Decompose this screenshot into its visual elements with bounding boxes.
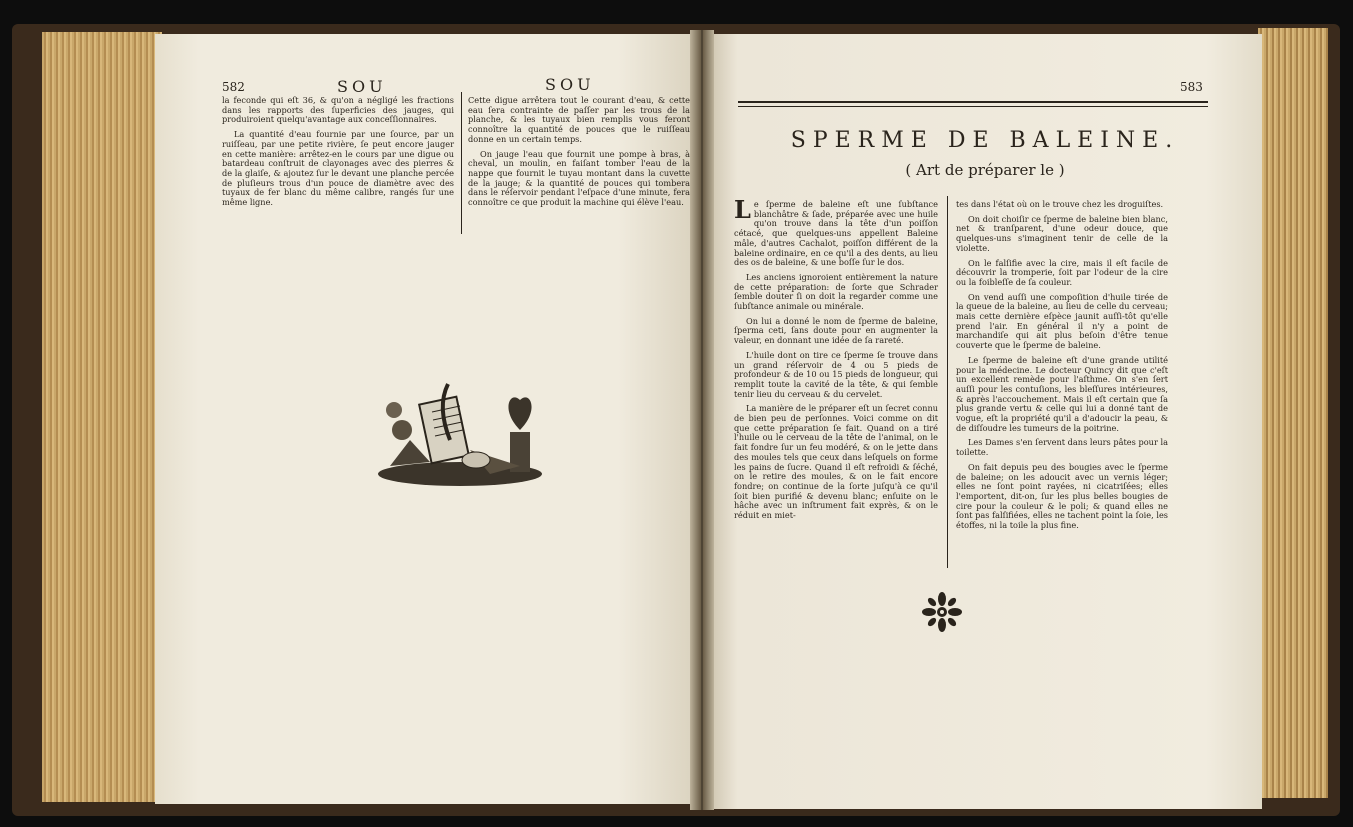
fleuron-ornament [920, 590, 964, 634]
article-subtitle: ( Art de préparer le ) [905, 161, 1065, 179]
paragraph: la feconde qui eſt 36, & qu'on a négligé les fractions dans les rapports des ſuperficies des jauges, qui produiroient quelqu'avantage aux conceſſionnaires. [222, 95, 454, 125]
paragraph: On doit choiſir ce ſperme de baleine bien blanc, net & tranſparent, d'une odeur douce, que quelques-uns s'imaginent tenir de celle de la violette. [956, 213, 1168, 253]
paragraph: On jauge l'eau que fournit une pompe à bras, à cheval, un moulin, en faiſant tomber l'eau de la nappe que fournit le tuyau montant dans la cuvette de la jauge; & la quantité de pouces qui tombera dans le réſervoir pendant l'eſpace d'une minute, fera connoître ce que produit la machine qui élève l'eau. [468, 148, 690, 208]
right-page-column-2 [956, 200, 1168, 536]
column-divider [461, 92, 462, 234]
paragraph: On vend auſſi une compoſition d'huile tirée de la queue de la baleine, au lieu de celle du cerveau; mais cette dernière eſpèce jaunit auſſi-tôt qu'elle prend l'air. En général il n'y a point de marchandiſe qui ait plus beſoin d'être tenue couverte que le ſperme de baleine. [956, 291, 1168, 351]
vignette-engraving [370, 370, 550, 490]
paragraph: La quantité d'eau fournie par une ſource, par un ruiſſeau, par une petite rivière, ſe peut encore jauger en cette manière: arrêtez-en le cours par une digue ou batardeau conſtruit de clayonages avec des pierres & de la glaiſe, & ajoutez ſur le devant une planche percée de pluſieurs trous d'un pouce de diamètre avec des tuyaux de fer blanc du même calibre, rangés ſur une même ligne. [222, 129, 454, 208]
paragraph: La manière de le préparer eſt un ſecret connu de bien peu de perſonnes. Voici comme on dit que cette préparation ſe fait. Quand on a tiré l'huile ou le cerveau de la tête de l'animal, on le fait fondre ſur un feu modéré, & on le jette dans des moules tels que ceux dans leſquels on forme les pains de ſucre. Quand il eſt refroidi & ſéché, on le retire des moules, & on le fait encore fondre; on continue de la ſorte juſqu'à ce qu'il ſoit bien purifié & devenu blanc; enſuite on le hâche avec un inſtrument fait exprès, & on le réduit en miet- [734, 403, 938, 521]
paragraph: Les anciens ignoroient entièrement la nature de cette préparation: de ſorte que Schrader ſemble douter ſi on doit la regarder comme une ſubſtance animale ou minérale. [734, 271, 938, 312]
running-head-right: SOU [545, 75, 595, 94]
header-rule-thick [738, 101, 1208, 103]
paragraph: Cette digue arrêtera tout le courant d'eau, & cette eau ſera contrainte de paſſer par les trous de la planche, & les tuyaux bien remplis vous feront connoître la quantité de pouces que le ruiſſeau donne en un certain temps. [468, 95, 690, 144]
paragraph: tes dans l'état où on le trouve chez les droguiſtes. [956, 199, 1164, 209]
page-number-left: 582 [222, 80, 245, 94]
drop-cap: L [734, 195, 751, 224]
paragraph: e ſperme de baleine eſt une ſubſtance blanchâtre & ſade, préparée avec une huile qu'on trouve dans la tête d'un poiſſon cétacé, que quelques-uns appellent Baleine mâle, d'autres Cachalot, poiſſon différent de la baleine ordinaire, en ce qu'il a des dents, au lieu des os de baleine, & une boſſe ſur le dos. [734, 199, 938, 268]
page-number-right: 583 [1180, 80, 1203, 94]
right-page-edges [1258, 28, 1328, 798]
paragraph: Le ſperme de baleine eſt d'une grande utilité pour la médecine. Le docteur Quincy dit que c'eſt un excellent remède pour l'aſthme. On s'en ſert auſſi pour les contuſions, les bleſſures intérieures, & après l'accouchement. Mais il eſt certain que ſa plus grande vertu & celle qui lui a donné tant de vogue, eſt la propriété qu'il a d'adoucir la peau, & de diſſoudre les tumeurs de la poitrine. [956, 354, 1168, 433]
paragraph: On le falſifie avec la cire, mais il eſt facile de découvrir la tromperie, ſoit par l'odeur de la cire ou la foibleſſe de ſa couleur. [956, 257, 1168, 287]
column-divider [947, 196, 948, 568]
left-page-column-1 [222, 96, 454, 213]
paragraph: On fait depuis peu des bougies avec le ſperme de baleine; on les adoucit avec un vernis léger; elles ne ſont point rayées, ni cicatriſées; elles l'emportent, dit-on, ſur les plus belles bougies de cire pour la couleur & le poli; & quand elles ne ſont pas falſifiées, elles ne tachent point la ſoie, les étoffes, ni la toile la plus fine. [956, 461, 1168, 531]
paragraph: On lui a donné le nom de ſperme de baleine, ſperma ceti, ſans doute pour en augmenter la valeur, en donnant une idée de ſa rareté. [734, 315, 938, 346]
left-page-column-2 [468, 96, 690, 213]
header-rule-thin [738, 106, 1208, 107]
left-page-edges [42, 32, 162, 802]
right-page-column-1 [734, 195, 938, 526]
book-gutter [690, 30, 714, 810]
running-head-left: SOU [337, 77, 387, 96]
paragraph: Les Dames s'en ſervent dans leurs pâtes pour la toilette. [956, 437, 1168, 458]
paragraph: L'huile dont on tire ce ſperme ſe trouve dans un grand réſervoir de 4 ou 5 pieds de profondeur & de 10 ou 15 pieds de longueur, qui remplit toute la cavité de la tête, & qui ſemble tenir lieu du cerveau & du cervelet. [734, 349, 938, 399]
article-title: SPERME DE BALEINE. [790, 128, 1180, 153]
